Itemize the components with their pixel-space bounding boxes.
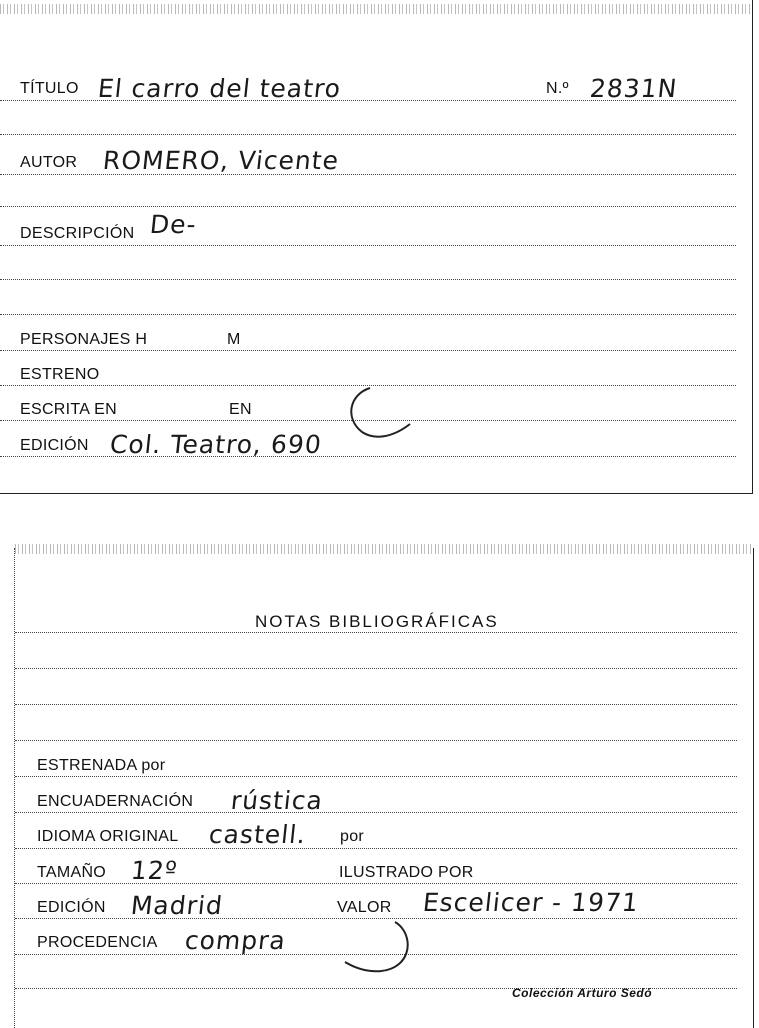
- escrita-label: ESCRITA EN: [20, 401, 117, 418]
- rule: [15, 668, 737, 669]
- idioma-rule: [15, 848, 737, 849]
- tamano-value: 12º: [129, 856, 180, 885]
- autor-value: ROMERO, Vicente: [101, 146, 341, 175]
- titulo-value: El carro del teatro: [96, 74, 343, 103]
- catalog-card-bottom: [14, 548, 754, 1028]
- valor-value: Escelicer - 1971: [421, 888, 641, 917]
- personajes-label: PERSONAJES H: [20, 331, 148, 348]
- idioma-por-label: por: [340, 828, 365, 845]
- rule: [0, 206, 736, 207]
- encuadernacion-value: rústica: [229, 786, 325, 815]
- estrenada-rule: [15, 776, 737, 777]
- numero-label: N.º: [546, 80, 569, 97]
- personajes-rule: [0, 350, 736, 351]
- edicion-value: Madrid: [129, 891, 225, 920]
- estrenada-label: ESTRENADA por: [37, 757, 166, 774]
- ilustrado-label: ILUSTRADO POR: [339, 864, 474, 881]
- rule: [0, 314, 736, 315]
- escrita-en-label: EN: [229, 401, 252, 418]
- idioma-value: castell.: [207, 820, 308, 849]
- procedencia-value: compra: [183, 926, 288, 955]
- rule: [0, 279, 736, 280]
- stamp-mark: [340, 384, 414, 444]
- card-edge-texture: [15, 544, 753, 554]
- tamano-label: TAMAÑO: [37, 864, 107, 881]
- edicion-label: EDICIÓN: [20, 437, 89, 454]
- titulo-label: TÍTULO: [20, 80, 79, 97]
- rule: [15, 704, 737, 705]
- edicion-rule: [0, 456, 736, 457]
- autor-label: AUTOR: [20, 154, 78, 171]
- descripcion-rule: [0, 245, 736, 246]
- encuadernacion-rule: [15, 812, 737, 813]
- edicion-value: Col. Teatro, 690: [108, 430, 324, 459]
- stamp-mark: [341, 918, 415, 978]
- autor-rule: [0, 174, 736, 175]
- edicion-label: EDICIÓN: [37, 899, 106, 916]
- personajes-m-label: M: [227, 331, 241, 348]
- titulo-rule: [0, 100, 736, 101]
- notas-heading: NOTAS BIBLIOGRÁFICAS: [255, 612, 499, 631]
- encuadernacion-label: ENCUADERNACIÓN: [37, 793, 194, 810]
- collection-footer: Colección Arturo Sedó: [512, 986, 653, 1000]
- estreno-label: ESTRENO: [20, 366, 100, 383]
- idioma-label: IDIOMA ORIGINAL: [37, 828, 179, 845]
- rule: [15, 740, 737, 741]
- valor-label: VALOR: [337, 899, 392, 916]
- tamano-rule: [15, 883, 737, 884]
- catalog-card-top: [0, 0, 753, 494]
- descripcion-value: De-: [148, 210, 199, 239]
- rule: [15, 632, 737, 633]
- rule: [0, 134, 736, 135]
- card-edge-texture: [0, 4, 752, 14]
- procedencia-label: PROCEDENCIA: [37, 934, 158, 951]
- descripcion-label: DESCRIPCIÓN: [20, 225, 135, 242]
- numero-value: 2831N: [588, 74, 679, 103]
